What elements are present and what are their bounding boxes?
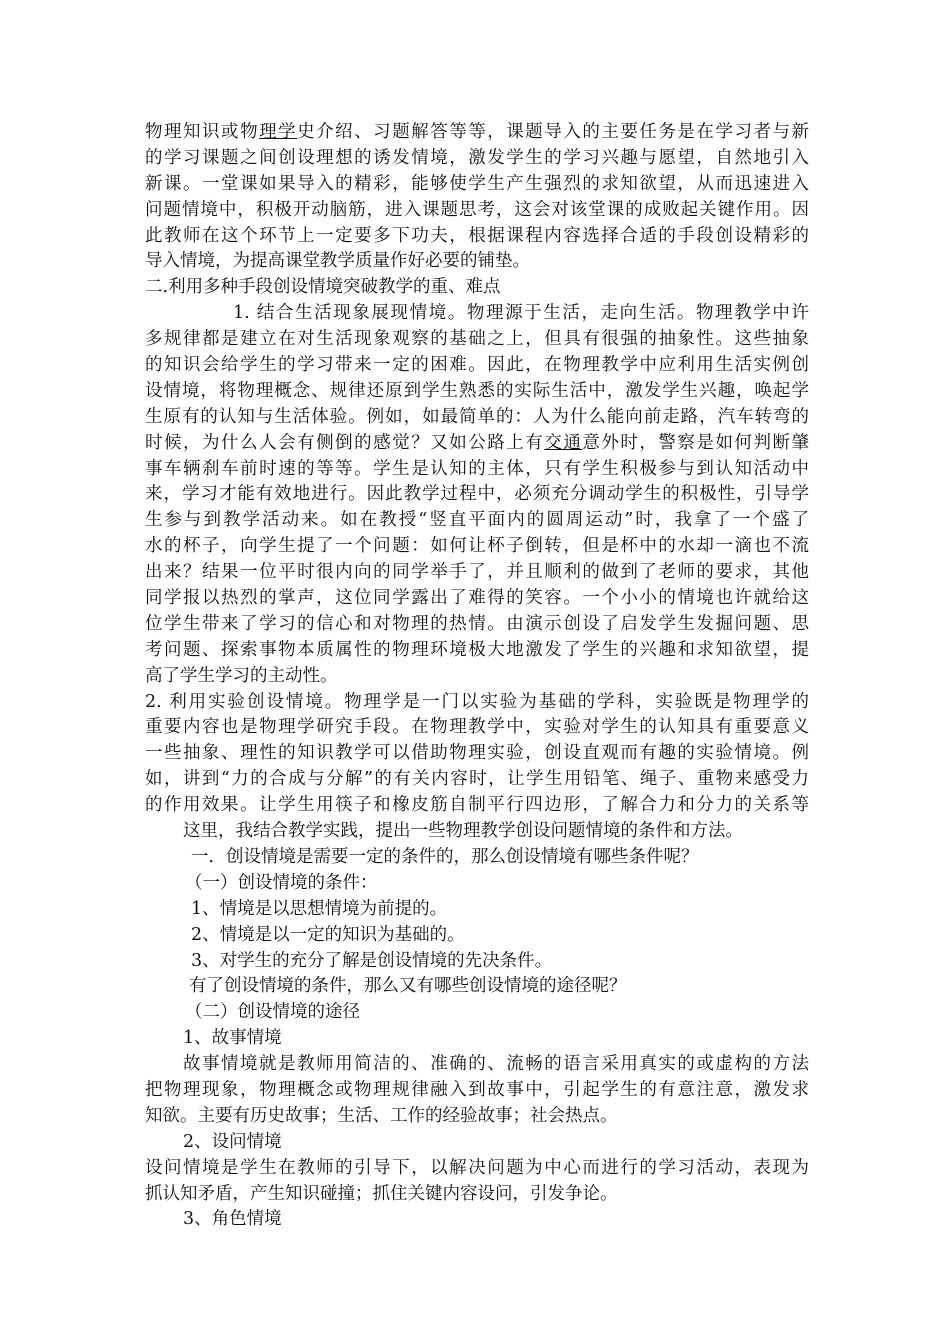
text-segment: 设情境，将物理概念、规律还原到学生熟悉的实际生活中，激发学生兴趣，唤起学 (145, 380, 809, 401)
text-segment: 多规律都是建立在对生活现象观察的基础之上，但具有很强的抽象性。这些抽象 (145, 329, 809, 350)
text-line (145, 405, 809, 431)
text-segment: 生原有的认知与生活体验。例如，如最简单的：人为什么能向前走路，汽车转弯的 (145, 406, 809, 427)
text-segment: 考问题、探索事物本质属性的物理环境极大地激发了学生的兴趣和求知欲望，提 (145, 639, 809, 660)
text-line (145, 741, 809, 767)
text-segment: 这里，我结合教学实践，提出一些物理教学创设问题情境的条件和方法。 (183, 821, 743, 842)
text-segment: 重要内容也是物理学研究手段。在物理教学中，实验对学生的认知具有重要意义 (145, 717, 809, 738)
text-line (145, 974, 809, 1000)
text-line (145, 508, 809, 534)
text-segment: 物理知识或物 (145, 122, 260, 142)
text-line (145, 638, 809, 664)
text-line (145, 1130, 809, 1156)
text-line (145, 1078, 809, 1104)
text-segment: 位学生带来了学习的信心和对物理的热情。由演示创设了启发学生发掘问题、思 (145, 613, 809, 634)
text-segment: 高了学生学习的主动性。 (145, 665, 338, 686)
text-segment: 生参与到教学活动来。如在教授“竖直平面内的圆周运动”时，我拿了一个盛了 (145, 510, 809, 531)
text-segment: 1、故事情境 (183, 1028, 282, 1049)
text-line (145, 949, 809, 975)
text-segment: 的知识会给学生的学习带来一定的困难。因此，在物理教学中应利用生活实例创 (145, 355, 809, 376)
text-line (145, 923, 809, 949)
text-line (145, 845, 809, 871)
text-line (145, 1182, 809, 1208)
text-segment: 3、角色情境 (183, 1209, 282, 1230)
text-line (145, 1026, 809, 1052)
text-segment: 设问情境是学生在教师的引导下，以解决问题为中心而进行的学习活动，表现为 (145, 1157, 809, 1178)
text-segment: 时候，为什么人会有侧倒的感觉？又如公路上有 (145, 432, 545, 453)
text-segment: 把物理现象，物理概念或物理规律融入到故事中，引起学生的有意注意，激发求 (145, 1079, 809, 1100)
text-segment: 2、设问情境 (183, 1131, 282, 1152)
text-line (145, 1000, 809, 1026)
text-line (145, 249, 809, 275)
text-line (145, 1156, 809, 1182)
text-line (145, 1207, 809, 1233)
text-line (145, 793, 809, 819)
text-segment: 一些抽象、理性的知识教学可以借助物理实验，创设直观而有趣的实验情境。例 (145, 743, 809, 764)
text-line (145, 379, 809, 405)
text-segment: （二）创设情境的途径 (185, 1002, 360, 1023)
text-segment: 新课。一堂课如果导入的精彩，能够使学生产生强烈的求知欲望，从而迅速进入 (145, 173, 809, 194)
text-line (145, 327, 809, 353)
text-line (145, 457, 809, 483)
text-segment: 水的杯子，向学生提了一个问题：如何让杯子倒转，但是杯中的水却一滴也不流 (145, 536, 809, 557)
underlined-term: 交通 (544, 432, 583, 453)
underlined-term: 理学 (259, 122, 298, 142)
text-line (145, 482, 809, 508)
text-line (145, 1052, 809, 1078)
text-segment: 的作用效果。让学生用筷子和橡皮筋自制平行四边形，了解合力和分力的关系等 (145, 795, 809, 816)
text-segment: 有了创设情境的条件，那么又有哪些创设情境的途径呢？ (189, 976, 627, 997)
text-segment: 知欲。主要有历史故事；生活、工作的经验故事；社会热点。 (145, 1105, 618, 1126)
text-segment: 2、情境是以一定的知识为基础的。 (191, 924, 465, 945)
text-line (145, 301, 809, 327)
text-line (145, 767, 809, 793)
text-line (145, 586, 809, 612)
text-line (145, 560, 809, 586)
text-line (145, 172, 809, 198)
text-segment: 史介绍、习题解答等等，课题导入的主要任务是在学习者与新 (297, 122, 809, 142)
text-line (145, 715, 809, 741)
text-segment: 故事情境就是教师用简洁的、准确的、流畅的语言采用真实的或虚构的方法 (183, 1054, 809, 1075)
text-line (145, 224, 809, 250)
text-segment: 事车辆刹车前时速的等等。学生是认知的主体，只有学生积极参与到认知活动中 (145, 458, 809, 479)
text-line (145, 871, 809, 897)
text-line (145, 146, 809, 172)
text-line (145, 690, 809, 716)
text-line (145, 664, 809, 690)
text-line (145, 897, 809, 923)
text-line (145, 353, 809, 379)
text-segment: 1. 结合生活现象展现情境。物理源于生活，走向生活。物理教学中许 (233, 303, 809, 324)
document-page (145, 120, 809, 1233)
text-line (145, 1104, 809, 1130)
text-segment: 同学报以热烈的掌声，这位同学露出了难得的笑容。一个小小的情境也许就给这 (145, 588, 809, 609)
text-segment: （一）创设情境的条件： (185, 872, 378, 893)
text-segment: 一．创设情境是需要一定的条件的，那么创设情境有哪些条件呢？ (191, 846, 699, 867)
text-segment: 二.利用多种手段创设情境突破教学的重、难点 (145, 277, 501, 298)
text-segment: 抓认知矛盾，产生知识碰撞；抓住关键内容设问，引发争论。 (145, 1183, 618, 1204)
text-segment: 来，学习才能有效地进行。因此教学过程中，必须充分调动学生的积极性，引导学 (145, 484, 809, 505)
text-line (145, 431, 809, 457)
text-segment: 导入情境，为提高课堂教学质量作好必要的铺垫。 (145, 251, 530, 272)
text-segment: 如，讲到“力的合成与分解”的有关内容时，让学生用铅笔、绳子、重物来感受力 (145, 769, 809, 790)
text-segment: 2. 利用实验创设情境。物理学是一门以实验为基础的学科，实验既是物理学的 (145, 691, 809, 712)
text-segment: 出来？结果一位平时很内向的同学举手了，并且顺利的做到了老师的要求，其他 (145, 562, 809, 583)
text-segment: 1、情境是以思想情境为前提的。 (191, 898, 448, 919)
text-line (145, 275, 809, 301)
text-line (145, 819, 809, 845)
text-segment: 问题情境中，积极开动脑筋，进入课题思考，这会对该堂课的成败起关键作用。因 (145, 199, 809, 220)
text-segment: 此教师在这个环节上一定要多下功夫，根据课程内容选择合适的手段创设精彩的 (145, 225, 809, 246)
text-line (145, 120, 809, 146)
text-line (145, 612, 809, 638)
text-line (145, 198, 809, 224)
text-segment: 3、对学生的充分了解是创设情境的先决条件。 (191, 950, 553, 971)
text-line (145, 534, 809, 560)
text-segment: 意外时，警察是如何判断肇 (582, 432, 809, 453)
text-segment: 的学习课题之间创设理想的诱发情境，激发学生的学习兴趣与愿望，自然地引入 (145, 147, 809, 168)
